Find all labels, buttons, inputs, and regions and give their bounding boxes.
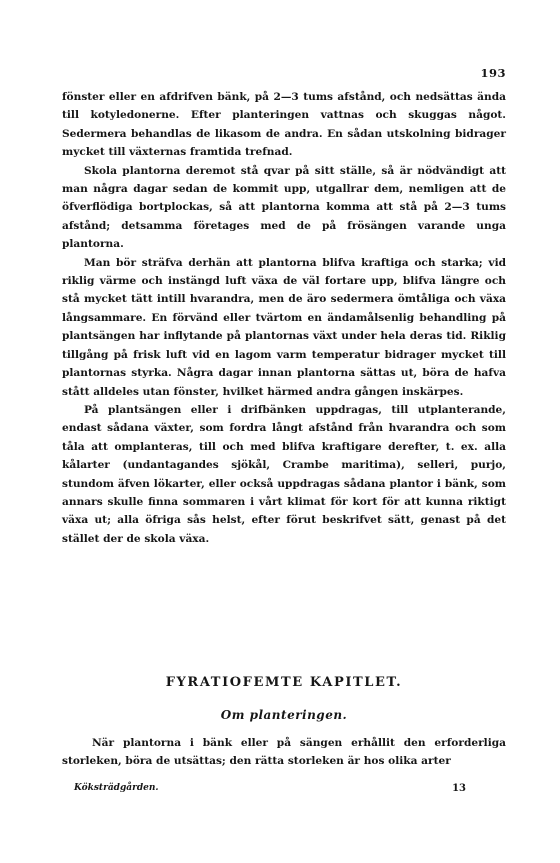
book-page	[62, 0, 506, 863]
chapter-title: FYRATIOFEMTE KAPITLET.	[165, 675, 403, 690]
footer-signature: 13	[452, 783, 466, 794]
body-text	[62, 88, 506, 548]
chapter-paragraph: När plantorna i bänk eller på sängen erhållit den erforderliga storleken, böra de utsättas; den rätta storleken är hos olika arter	[62, 737, 506, 768]
footer-book-title: Köksträdgården.	[74, 783, 159, 793]
chapter-text	[62, 734, 506, 771]
section-title: Om planteringen.	[220, 708, 348, 722]
paragraph-1: fönster eller en afdrifven bänk, på 2—3 tums afstånd, och nedsättas ända till kotyledonerne. Efter planteringen vattnas och skuggas något. Sedermera behandlas de likasom de andra. En sådan utskolning bidrager mycket till växternas framtida trefnad.	[62, 91, 506, 159]
paragraph-3: Man bör sträfva derhän att plantorna blifva kraftiga och starka; vid riklig värme och instängd luft växa de väl fortare upp, blifva längre och stå mycket tätt intill hvarandra, men de äro sedermera ömtåliga och växa långsammare. En förvänd eller tvärtom en ändamålsenlig behandling på plantsängen har inflytande på plantornas växt under hela deras tid. Riklig tillgång på frisk luft vid en lagom varm temperatur bidrager mycket till plantornas styrka. Några dagar innan plantorna sättas ut, böra de hafva stått alldeles utan fönster, hvilket härmed andra gången inskärpes.	[62, 256, 506, 398]
page-footer	[62, 783, 506, 799]
page-number: 193	[480, 66, 506, 80]
paragraph-2: Skola plantorna deremot stå qvar på sitt ställe, så är nödvändigt att man några dagar sedan de kommit upp, utgallrar dem, nemligen att de öfverflödiga bortplockas, så att plantorna komma att stå på 2—3 tums afstånd; detsamma företages med de på frösängen varande unga plantorna.	[62, 164, 506, 251]
paragraph-4: På plantsängen eller i drifbänken uppdragas, till utplanterande, endast sådana växter, som fordra långt afstånd från hvarandra och som tåla att omplanteras, till och med blifva kraftigare derefter, t. ex. alla kålarter (undantagandes sjökål, Crambe maritima), selleri, purjo, stundom äfven lökarter, eller också uppdragas sådana plantor i bänk, som annars skulle finna sommaren i vårt klimat för kort för att kunna riktigt växa ut; alla öfriga sås helst, efter förut beskrifvet sätt, genast på det stället der de skola växa.	[62, 403, 506, 545]
